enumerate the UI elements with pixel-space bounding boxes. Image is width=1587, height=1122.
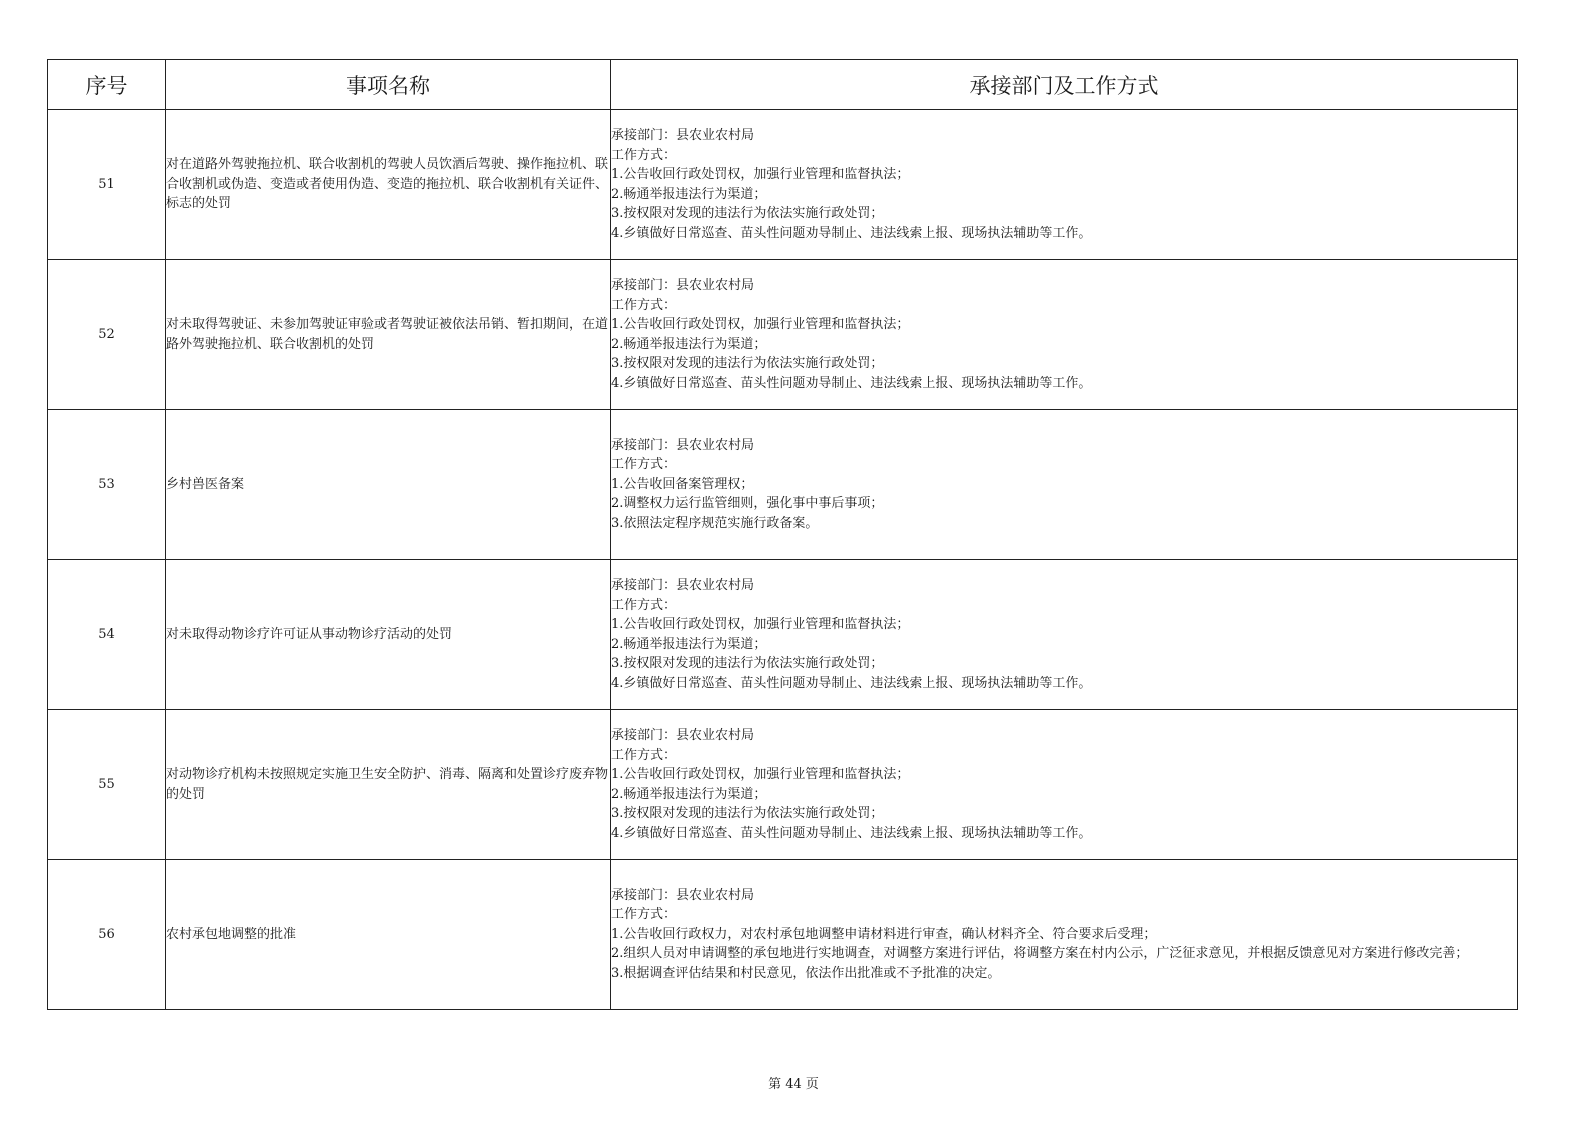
department-method-line: 3.按权限对发现的违法行为依法实施行政处罚；: [611, 206, 884, 221]
department-method-line: 4.乡镇做好日常巡查、苗头性问题劝导制止、违法线索上报、现场执法辅助等工作。: [611, 825, 1092, 841]
row-department-method: [611, 560, 1518, 710]
department-method-line: 承接部门：县农业农村局: [611, 728, 755, 743]
department-method-line: 2.调整权力运行监管细则，强化事中事后事项；: [611, 496, 884, 512]
department-method-line: 4.乡镇做好日常巡查、苗头性问题劝导制止、违法线索上报、现场执法辅助等工作。: [611, 225, 1092, 241]
table-body: [48, 110, 1518, 1010]
items-table: [47, 59, 1518, 1010]
row-item-name: 对未取得驾驶证、未参加驾驶证审验或者驾驶证被依法吊销、暂扣期间，在道路外驾驶拖拉机、联合收割机的处罚: [166, 260, 611, 410]
row-serial-number: 51: [48, 110, 166, 260]
row-department-method: [611, 260, 1518, 410]
department-method-line: 工作方式：: [611, 147, 677, 163]
department-method-line: 工作方式：: [611, 597, 677, 613]
row-item-name: 农村承包地调整的批准: [166, 860, 611, 1010]
department-method-line: 1.公告收回行政处罚权，加强行业管理和监督执法；: [611, 617, 910, 632]
department-method-line: 3.按权限对发现的违法行为依法实施行政处罚；: [611, 806, 884, 821]
page-number: 第 44 页: [768, 1077, 819, 1092]
department-method-line: 1.公告收回行政处罚权，加强行业管理和监督执法；: [611, 317, 910, 332]
department-method-line: 4.乡镇做好日常巡查、苗头性问题劝导制止、违法线索上报、现场执法辅助等工作。: [611, 675, 1092, 691]
table-header-row: [48, 60, 1518, 110]
row-department-method: [611, 860, 1518, 1010]
department-method-line: 3.按权限对发现的违法行为依法实施行政处罚；: [611, 356, 884, 371]
department-method-line: 承接部门：县农业农村局: [611, 887, 755, 903]
department-method-line: 工作方式：: [611, 457, 677, 473]
row-serial-number: 55: [48, 710, 166, 860]
row-item-name: 对未取得动物诊疗许可证从事动物诊疗活动的处罚: [166, 560, 611, 710]
row-serial-number: 52: [48, 260, 166, 410]
row-item-name: 对在道路外驾驶拖拉机、联合收割机的驾驶人员饮酒后驾驶、操作拖拉机、联合收割机或伪造、变造或者使用伪造、变造的拖拉机、联合收割机有关证件、标志的处罚: [166, 110, 611, 260]
department-method-line: 3.根据调查评估结果和村民意见，依法作出批准或不予批准的决定。: [611, 965, 1001, 981]
row-serial-number: 56: [48, 860, 166, 1010]
department-method-line: 承接部门：县农业农村局: [611, 437, 755, 453]
row-serial-number: 53: [48, 410, 166, 560]
header-department-method: 承接部门及工作方式: [611, 60, 1518, 110]
header-serial-number: 序号: [48, 60, 166, 110]
row-department-method: [611, 710, 1518, 860]
table-row: [48, 410, 1518, 560]
table-row: [48, 110, 1518, 260]
row-item-name: 对动物诊疗机构未按照规定实施卫生安全防护、消毒、隔离和处置诊疗废弃物的处罚: [166, 710, 611, 860]
table-row: [48, 560, 1518, 710]
department-method-line: 1.公告收回备案管理权；: [611, 476, 754, 492]
row-department-method: [611, 110, 1518, 260]
row-department-method: [611, 410, 1518, 560]
department-method-line: 3.按权限对发现的违法行为依法实施行政处罚；: [611, 656, 884, 671]
table-row: [48, 260, 1518, 410]
department-method-line: 4.乡镇做好日常巡查、苗头性问题劝导制止、违法线索上报、现场执法辅助等工作。: [611, 375, 1092, 391]
row-serial-number: 54: [48, 560, 166, 710]
department-method-line: 承接部门：县农业农村局: [611, 578, 755, 593]
department-method-line: 工作方式：: [611, 297, 677, 313]
department-method-line: 3.依照法定程序规范实施行政备案。: [611, 515, 819, 531]
department-method-line: 工作方式：: [611, 907, 677, 923]
department-method-line: 工作方式：: [611, 747, 677, 763]
department-method-line: 2.组织人员对申请调整的承包地进行实地调查，对调整方案进行评估，将调整方案在村内公示，广泛征求意见，并根据反馈意见对方案进行修改完善；: [611, 946, 1469, 962]
department-method-line: 承接部门：县农业农村局: [611, 128, 755, 143]
department-method-line: 1.公告收回行政处罚权，加强行业管理和监督执法；: [611, 767, 910, 782]
department-method-line: 1.公告收回行政权力，对农村承包地调整申请材料进行审查，确认材料齐全、符合要求后受理；: [611, 926, 1157, 942]
department-method-line: 2.畅通举报违法行为渠道；: [611, 186, 767, 202]
department-method-line: 1.公告收回行政处罚权，加强行业管理和监督执法；: [611, 167, 910, 182]
row-item-name: 乡村兽医备案: [166, 410, 611, 560]
table-row: [48, 710, 1518, 860]
table-row: [48, 860, 1518, 1010]
department-method-line: 2.畅通举报违法行为渠道；: [611, 786, 767, 802]
header-item-name: 事项名称: [166, 60, 611, 110]
department-method-line: 2.畅通举报违法行为渠道；: [611, 636, 767, 652]
department-method-line: 2.畅通举报违法行为渠道；: [611, 336, 767, 352]
department-method-line: 承接部门：县农业农村局: [611, 278, 755, 293]
